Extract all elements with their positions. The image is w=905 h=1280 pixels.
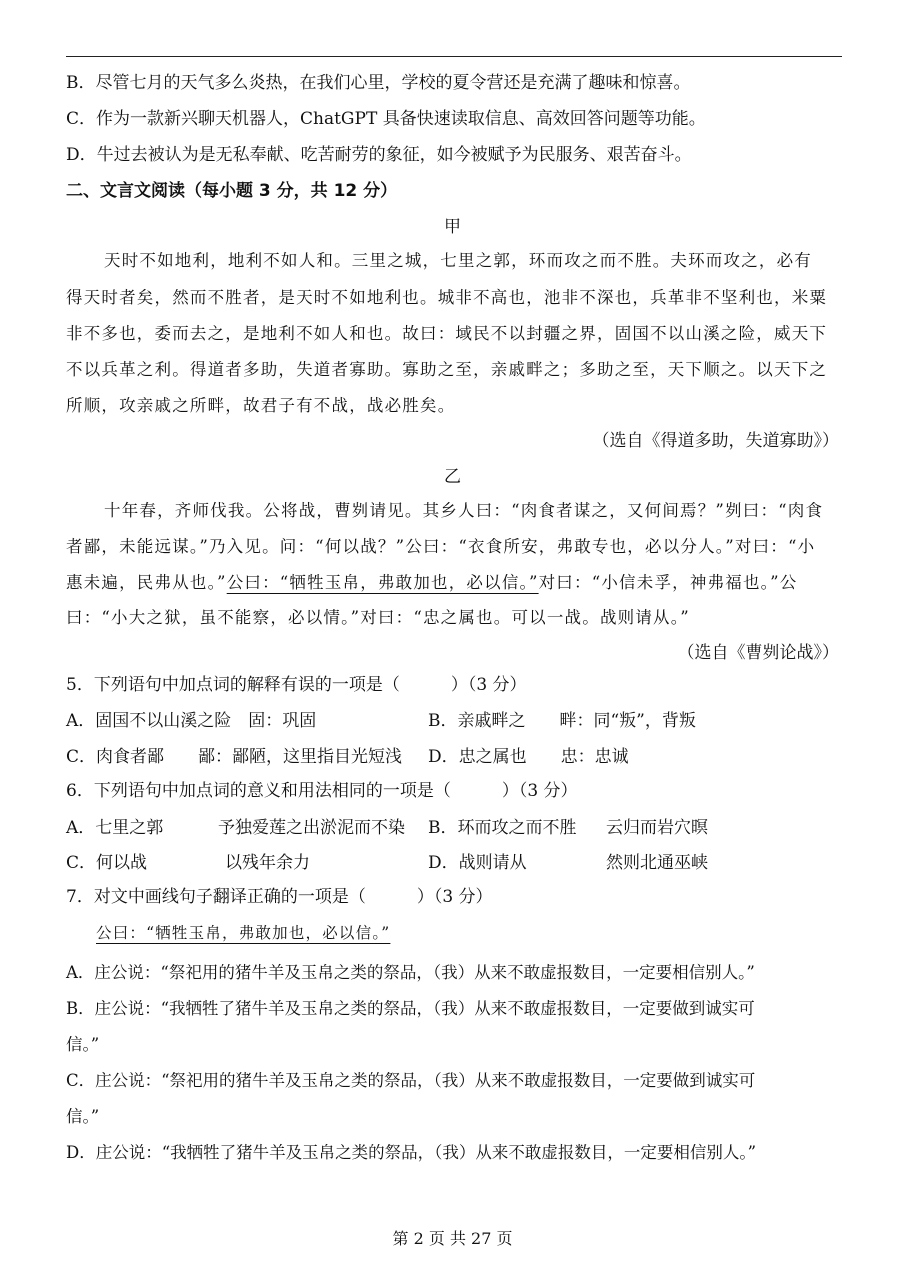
q7-option-a: A．庄公说：“祭祀用的猪牛羊及玉帛之类的祭品，（我）从来不敢虚报数目，一定要相信别人。” (66, 963, 755, 982)
passage-a-line: 得天时者矣，然而不胜者，是天时不如地利也。城非不高也，池非不深也，兵革非不坚利也，米粟 (66, 288, 828, 307)
q6-option-c-1: C．何以战 (66, 853, 148, 873)
q7-option-b: B．庄公说：“我牺牲了猪牛羊及玉帛之类的祭品，（我）从来不敢虚报数目，一定要做到诚实可 (66, 999, 755, 1018)
q5-option-b: B．亲戚畔之 畔：同“叛”，背叛 (428, 711, 696, 731)
q6-option-b-2: 云归而岩穴暝 (606, 818, 708, 838)
q7-option-c-cont: 信。” (66, 1107, 100, 1126)
q4-option-d: D．牛过去被认为是无私奉献、吃苦耐劳的象征，如今被赋予为民服务、艰苦奋斗。 (66, 145, 692, 165)
q4-option-c: C．作为一款新兴聊天机器人，ChatGPT 具备快速读取信息、高效回答问题等功能。 (66, 109, 706, 129)
passage-a-line: 非不多也，委而去之，是地利不如人和也。故曰：域民不以封疆之界，固国不以山溪之险，威天下 (66, 324, 828, 343)
q4-option-b: B．尽管七月的天气多么炎热，在我们心里，学校的夏令营还是充满了趣味和惊喜。 (66, 73, 691, 93)
q7-quote: 公曰：“牺牲玉帛，弗敢加也，必以信。” (96, 924, 391, 942)
passage-a-line: 不以兵革之利。得道者多助，失道者寡助。寡助之至，亲戚畔之；多助之至，天下顺之。以天下之 (66, 360, 828, 379)
underlined-sentence: 公曰：“牺牲玉帛，弗敢加也，必以信。” (226, 573, 539, 592)
section2-heading: 二、文言文阅读（每小题 3 分，共 12 分） (66, 181, 398, 201)
top-rule (66, 56, 842, 57)
passage-a-line: 所顺，攻亲戚之所畔，故君子有不战，战必胜矣。 (66, 396, 456, 415)
passage-a-line: 天时不如地利，地利不如人和。三里之城，七里之郭，环而攻之而不胜。夫环而攻之，必有 (104, 251, 812, 270)
q7-stem: 7．对文中画线句子翻译正确的一项是（ ）（3 分） (66, 887, 493, 907)
passage-b-line: 十年春，齐师伐我。公将战，曹刿请见。其乡人曰：“肉食者谋之，又何间焉？”刿曰：“肉食 (104, 501, 824, 520)
q5-option-c: C．肉食者鄙 鄙：鄙陋，这里指目光短浅 (66, 747, 403, 767)
q6-option-b-1: B．环而攻之而不胜 (428, 818, 577, 838)
q6-option-c-2: 以残年余力 (225, 853, 310, 873)
q6-stem: 6．下列语句中加点词的意义和用法相同的一项是（ ）（3 分） (66, 781, 578, 801)
passage-b-title: 乙 (444, 467, 461, 487)
passage-b-line: 者鄙，未能远谋。”乃入见。问：“何以战？”公曰：“衣食所安，弗敢专也，必以分人。”对曰：“小 (66, 537, 816, 556)
q7-option-d: D．庄公说：“我牺牲了猪牛羊及玉帛之类的祭品，（我）从来不敢虚报数目，一定要相信别人。” (66, 1143, 757, 1162)
passage-b-line3-pre: 惠未遍，民弗从也。” (66, 573, 227, 592)
passage-a-title: 甲 (444, 217, 461, 237)
q5-option-a: A．固国不以山溪之险 固：巩固 (66, 711, 317, 731)
passage-b-source: （选自《曹刿论战》） (677, 643, 839, 663)
q5-stem: 5．下列语句中加点词的解释有误的一项是（ ）（3 分） (66, 675, 527, 695)
q7-option-c: C．庄公说：“祭祀用的猪牛羊及玉帛之类的祭品，（我）从来不敢虚报数目，一定要做到诚实可 (66, 1071, 756, 1090)
passage-b-line: 曰：“小大之狱，虽不能察，必以情。”对曰：“忠之属也。可以一战。战则请从。” (66, 608, 690, 627)
page-footer: 第 2 页 共 27 页 (392, 1229, 513, 1248)
q6-option-d-1: D．战则请从 (428, 853, 527, 873)
q7-option-b-cont: 信。” (66, 1035, 100, 1054)
passage-b-line3-post: 对曰：“小信未孚，神弗福也。”公 (538, 573, 798, 592)
q5-option-d: D．忠之属也 忠：忠诚 (428, 747, 629, 767)
q6-option-a-1: A．七里之郭 (66, 818, 164, 838)
passage-a-source: （选自《得道多助，失道寡助》） (592, 431, 839, 451)
passage-b-line (66, 572, 797, 594)
q6-option-d-2: 然则北通巫峡 (606, 853, 708, 873)
q6-option-a-2: 予独爱莲之出淤泥而不染 (218, 818, 405, 838)
